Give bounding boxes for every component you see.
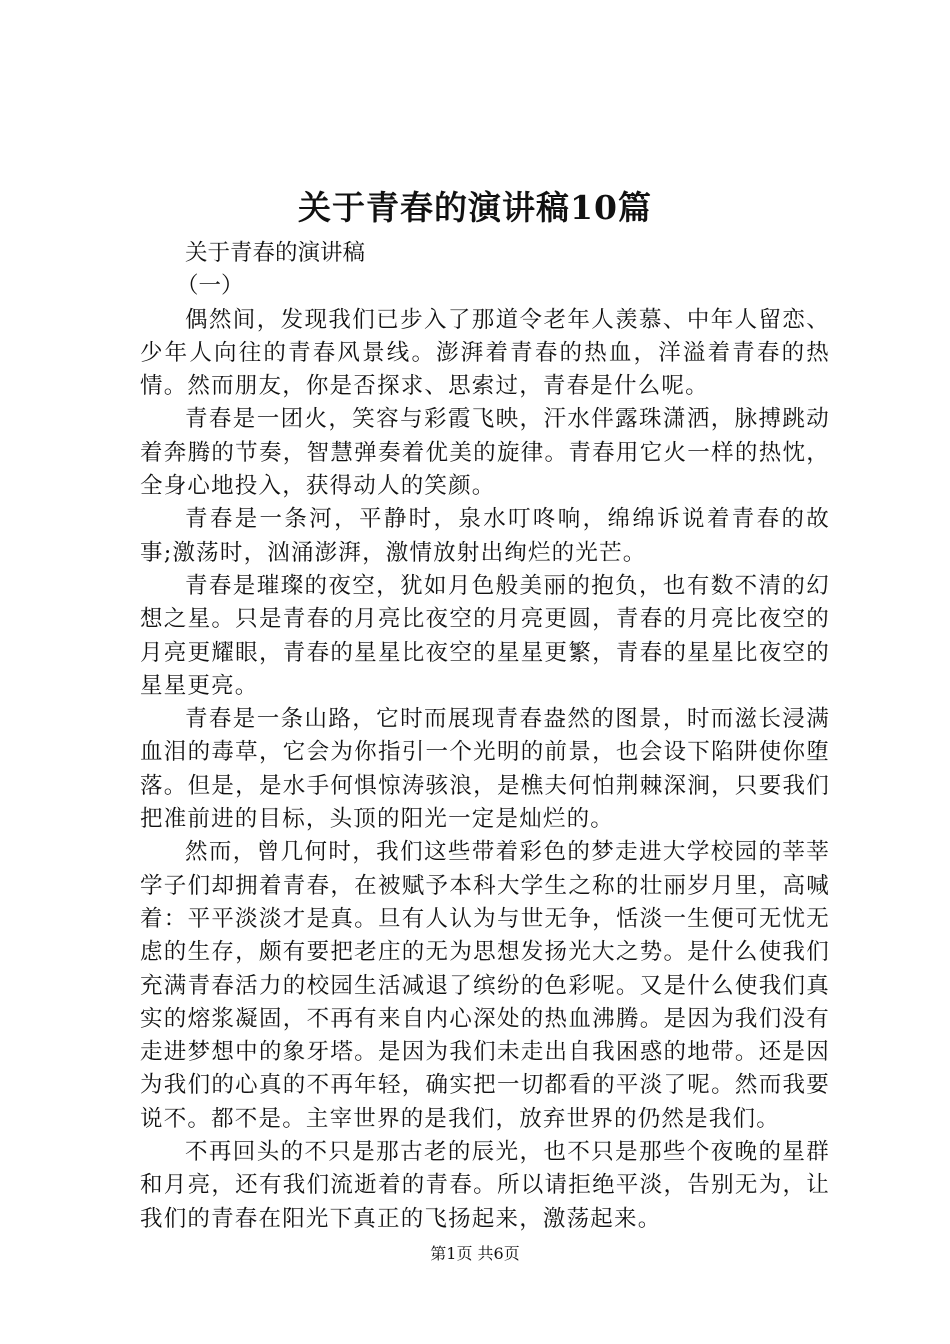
document-body — [140, 237, 830, 1236]
page-footer: 第1页 共6页 — [430, 1244, 520, 1263]
paragraph-5: 青春是一条山路，它时而展现青春盎然的图景，时而滋长浸满血泪的毒草，它会为你指引一个光明的前景，也会设下陷阱使你堕落。但是，是水手何惧惊涛骇浪，是樵夫何怕荆棘深涧，只要我们把准前进的目标，头顶的阳光一定是灿烂的。 — [140, 706, 830, 833]
paragraph-1: 偶然间，发现我们已步入了那道令老年人羡慕、中年人留恋、少年人向往的青春风景线。澎湃着青春的热血，洋溢着青春的热情。然而朋友，你是否探求、思索过，青春是什么呢。 — [140, 306, 830, 400]
paragraph-4: 青春是璀璨的夜空，犹如月色般美丽的抱负，也有数不清的幻想之星。只是青春的月亮比夜空的月亮更圆，青春的月亮比夜空的月亮更耀眼，青春的星星比夜空的星星更繁，青春的星星比夜空的星星更亮。 — [140, 572, 830, 699]
document-subtitle: 关于青春的演讲稿 — [185, 240, 366, 266]
document-title: 关于青春的演讲稿10篇 — [298, 188, 652, 227]
paragraph-7: 不再回头的不只是那古老的辰光，也不只是那些个夜晚的星群和月亮，还有我们流逝着的青春。所以请拒绝平淡，告别无为，让我们的青春在阳光下真正的飞扬起来，激荡起来。 — [140, 1139, 830, 1232]
paragraph-3: 青春是一条河，平静时，泉水叮咚响，绵绵诉说着青春的故事;激荡时，汹涌澎湃，激情放射出绚烂的光芒。 — [140, 506, 830, 566]
paragraph-6: 然而，曾几何时，我们这些带着彩色的梦走进大学校园的莘莘学子们却拥着青春，在被赋予本科大学生之称的壮丽岁月里，高喊着：平平淡淡才是真。旦有人认为与世无争，恬淡一生便可无忧无虑的生存，颇有要把老庄的无为思想发扬光大之势。是什么使我们充满青春活力的校园生活减退了缤纷的色彩呢。又是什么使我们真实的熔浆凝固，不再有来自内心深处的热血沸腾。是因为我们没有走进梦想中的象牙塔。是因为我们未走出自我困惑的地带。还是因为我们的心真的不再年轻，确实把一切都看的平淡了呢。然而我要说不。都不是。主宰世界的是我们，放弃世界的仍然是我们。 — [140, 839, 830, 1132]
section-number: （一） — [176, 273, 244, 300]
paragraph-2: 青春是一团火，笑容与彩霞飞映，汗水伴露珠潇洒，脉搏跳动着奔腾的节奏，智慧弹奏着优美的旋律。青春用它火一样的热忱，全身心地投入，获得动人的笑颜。 — [140, 406, 830, 500]
